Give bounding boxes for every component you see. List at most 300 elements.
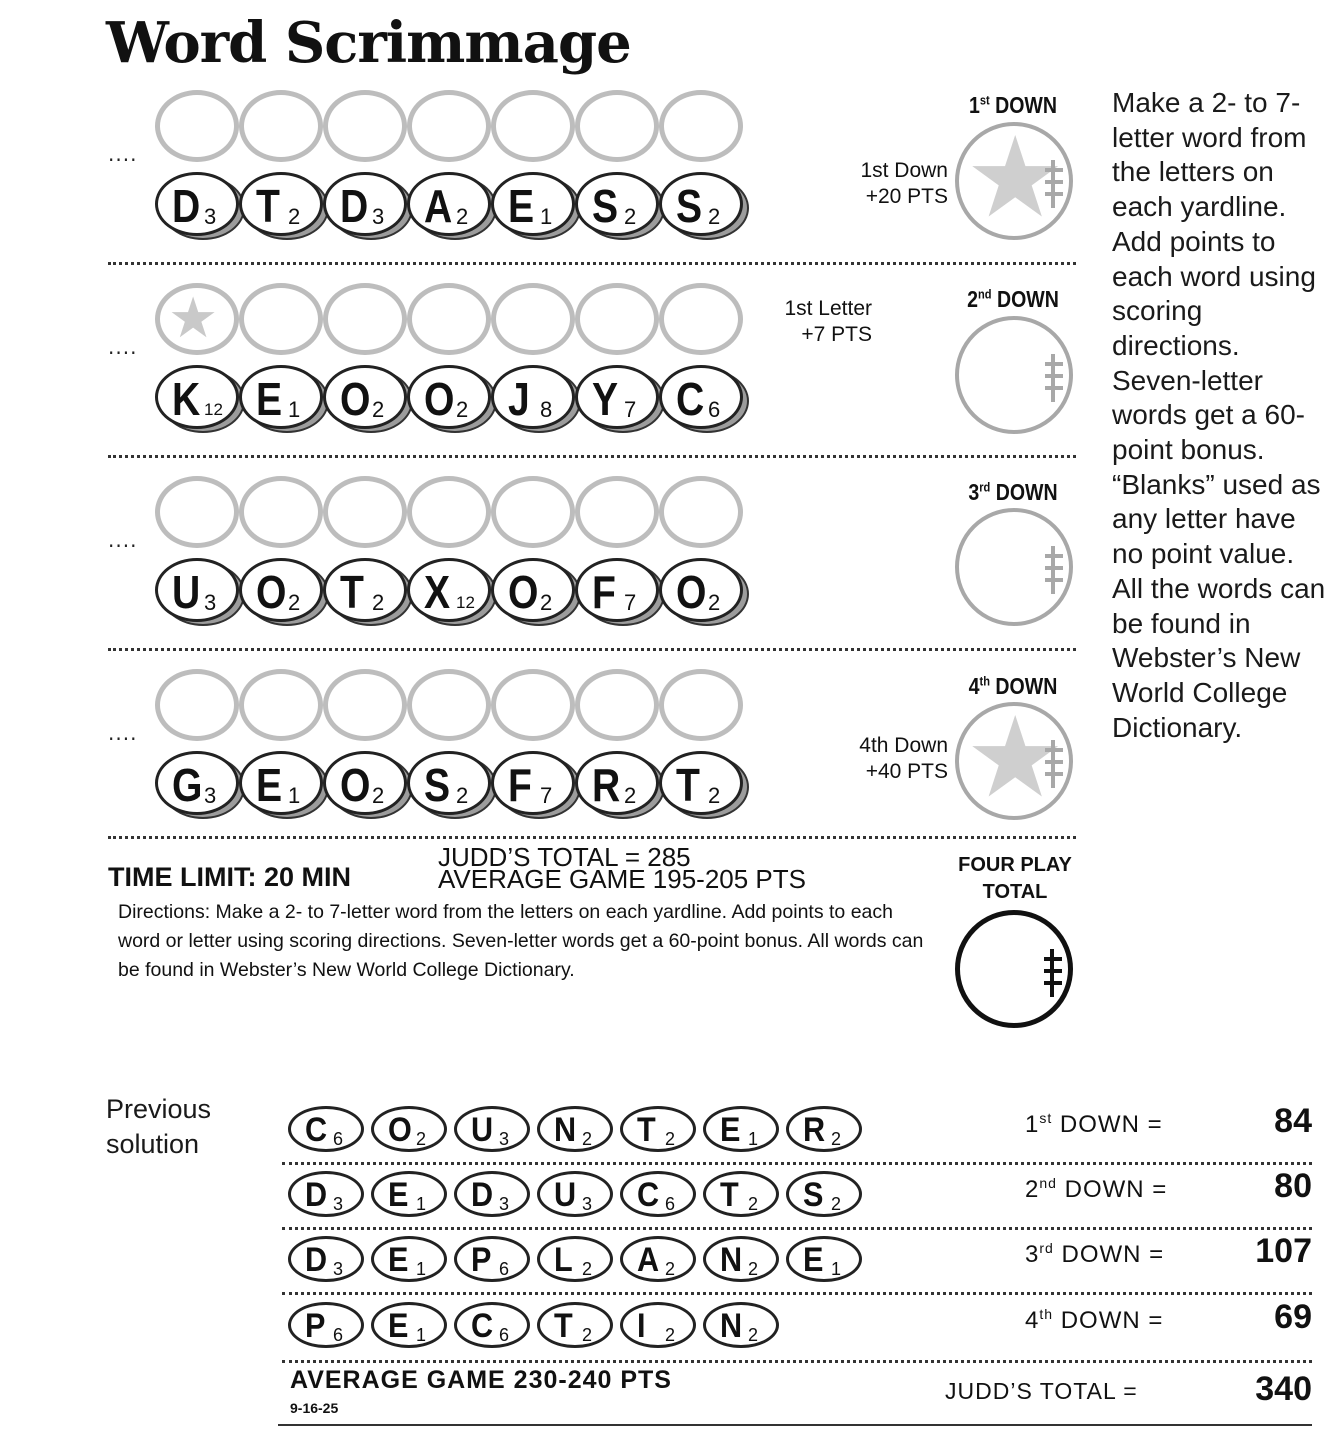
down-ordinal-suffix: nd [978, 286, 992, 302]
down-label [958, 673, 1069, 700]
solution-tile [703, 1106, 779, 1152]
solution-tile-letter: E [720, 1111, 741, 1149]
tile-letter: S [424, 759, 449, 811]
answer-slot[interactable] [407, 283, 491, 355]
down-ordinal-suffix: rd [979, 479, 991, 495]
average-game: AVERAGE GAME 195-205 PTS [438, 864, 806, 894]
letter-tile[interactable] [575, 365, 659, 431]
solution-tile-letter: R [803, 1111, 826, 1149]
tile-face [659, 558, 743, 622]
time-limit: TIME LIMIT: 20 MIN [108, 862, 351, 892]
football-score-icon[interactable] [955, 122, 1073, 240]
football-lace-icon [1051, 354, 1063, 402]
tile-points: 7 [540, 783, 553, 808]
tile-face [239, 558, 323, 622]
solution-tile-letter: S [803, 1176, 824, 1214]
letter-tile[interactable] [155, 172, 239, 238]
tile-face [407, 751, 491, 815]
tile-face [491, 558, 575, 622]
bonus-line1: 4th Down [859, 734, 948, 757]
tile-letter: O [256, 566, 285, 618]
previous-judd-score: 340 [1255, 1370, 1312, 1408]
football-score-icon[interactable] [955, 702, 1073, 820]
tile-letter: E [508, 180, 533, 232]
down-label [958, 479, 1069, 506]
down-word: DOWN [995, 479, 1058, 505]
solution-tile [288, 1106, 364, 1152]
judd-total-and-average [438, 842, 806, 894]
tile-letter: O [340, 373, 369, 425]
letter-tile[interactable] [575, 558, 659, 624]
tile-face [239, 365, 323, 429]
row-lead-dots: .... [108, 721, 138, 745]
solution-down-ordinal: 4 [1025, 1307, 1040, 1334]
tile-letter: O [424, 373, 453, 425]
answer-slot[interactable] [407, 476, 491, 548]
letter-tile[interactable] [323, 751, 407, 817]
tile-face [575, 558, 659, 622]
tile-letter: F [508, 759, 531, 811]
letter-tile[interactable] [239, 172, 323, 238]
tile-letter: O [676, 566, 705, 618]
answer-slot[interactable] [491, 283, 575, 355]
directions-text: Directions: Make a 2- to 7-letter word from the letters on each yardline. Add points to each word or letter using scoring directions. Seven-letter words get a 60-point bonus. All words can be found in Webster’s New World College Dictionary. [118, 901, 924, 981]
solution-down-text: DOWN = [1061, 1241, 1165, 1268]
down-word: DOWN [995, 673, 1058, 699]
solution-tile-letter: C [637, 1176, 660, 1214]
tile-letter: T [340, 566, 363, 618]
solution-tile [454, 1302, 530, 1348]
down-label [958, 92, 1069, 119]
tile-face [659, 365, 743, 429]
solution-tile-letter: N [720, 1241, 743, 1279]
solution-tile [620, 1106, 696, 1152]
letter-tile[interactable] [491, 172, 575, 238]
solution-down-text: DOWN = [1060, 1307, 1164, 1334]
tile-points: 2 [288, 590, 301, 615]
solution-tile-letter: O [388, 1111, 412, 1149]
solution-tile [288, 1171, 364, 1217]
solution-tile [454, 1106, 530, 1152]
solution-tile [371, 1171, 447, 1217]
down-ordinal: 4 [968, 673, 980, 699]
letter-tile[interactable] [659, 751, 743, 817]
previous-label-line1: Previous [106, 1094, 212, 1124]
tile-letter: D [340, 180, 367, 232]
letter-tile[interactable] [575, 172, 659, 238]
tile-points: 6 [708, 397, 721, 422]
answer-slot[interactable] [155, 476, 239, 548]
answer-slot[interactable] [407, 90, 491, 162]
solution-tile-letter: D [305, 1176, 328, 1214]
bonus-line1: 1st Down [860, 159, 948, 182]
answer-slot[interactable] [491, 476, 575, 548]
letter-tile[interactable] [155, 365, 239, 431]
row-lead-dots: .... [108, 335, 138, 359]
answer-slot[interactable] [575, 669, 659, 741]
tile-face [659, 172, 743, 236]
solution-tile-letter: I [637, 1307, 646, 1345]
tile-points: 7 [624, 397, 637, 422]
solution-down-label [1025, 1306, 1163, 1335]
answer-slot[interactable] [155, 90, 239, 162]
tile-points: 3 [204, 783, 217, 808]
down-ordinal: 3 [968, 479, 980, 505]
tile-face [323, 558, 407, 622]
solution-row [280, 1294, 1320, 1358]
solution-tile [620, 1302, 696, 1348]
tile-points: 7 [624, 590, 637, 615]
answer-slot[interactable] [239, 476, 323, 548]
solution-tile-points: 1 [416, 1325, 427, 1345]
down-ordinal: 2 [967, 286, 979, 312]
solution-tile-letter: C [305, 1111, 328, 1149]
solution-tile-points: 2 [582, 1129, 593, 1149]
down-word: DOWN [996, 286, 1059, 312]
bonus-line2: +40 PTS [865, 760, 948, 783]
answer-slot[interactable] [323, 90, 407, 162]
solution-down-ordinal: 1 [1025, 1111, 1040, 1138]
tile-points: 2 [372, 590, 385, 615]
solution-tile-points: 6 [333, 1129, 344, 1149]
letter-tile[interactable] [323, 558, 407, 624]
bonus-note [840, 158, 948, 210]
bonus-note [760, 296, 872, 348]
letter-tile[interactable] [491, 365, 575, 431]
down-ordinal-suffix: st [979, 92, 990, 108]
solution-tile [537, 1171, 613, 1217]
solution-down-label [1025, 1110, 1163, 1139]
tile-points: 2 [456, 204, 469, 229]
solution-tile-letter: P [471, 1241, 492, 1279]
solution-down-ordinal: 2 [1025, 1176, 1040, 1203]
tile-letter: U [172, 566, 199, 618]
solution-down-text: DOWN = [1064, 1176, 1168, 1203]
letter-tile[interactable] [575, 751, 659, 817]
tile-points: 3 [372, 204, 385, 229]
solution-tile-points: 6 [499, 1259, 510, 1279]
letter-tile[interactable] [659, 172, 743, 238]
previous-date: 9-16-25 [290, 1400, 339, 1416]
solution-tile-letter: D [305, 1241, 328, 1279]
bonus-line1: 1st Letter [784, 297, 872, 320]
answer-slot[interactable] [239, 283, 323, 355]
yardline-divider [108, 455, 1076, 458]
letter-tile[interactable] [323, 172, 407, 238]
answer-slot[interactable] [155, 669, 239, 741]
answer-slot[interactable] [575, 283, 659, 355]
solution-tile-points: 2 [748, 1194, 759, 1214]
tile-points: 12 [204, 400, 223, 419]
four-play-line2: TOTAL [982, 881, 1048, 903]
answer-slot[interactable] [659, 476, 743, 548]
row-lead-dots: .... [108, 142, 138, 166]
tile-points: 2 [456, 397, 469, 422]
football-score-icon[interactable] [955, 316, 1073, 434]
tile-face [323, 751, 407, 815]
solution-down-suffix: rd [1039, 1240, 1054, 1256]
tile-letter: R [592, 759, 619, 811]
solution-down-text: DOWN = [1059, 1111, 1163, 1138]
football-lace-icon [1051, 546, 1063, 594]
solution-tile [454, 1236, 530, 1282]
solution-tile-points: 1 [748, 1129, 759, 1149]
tile-letter: O [508, 566, 537, 618]
solution-tile [786, 1106, 862, 1152]
tile-points: 8 [540, 397, 553, 422]
solution-tile-points: 2 [416, 1129, 427, 1149]
solution-tile-letter: D [471, 1176, 494, 1214]
star-bonus-icon: ★ [965, 122, 1066, 240]
solution-tile-letter: U [554, 1176, 577, 1214]
solution-tile-letter: T [554, 1307, 573, 1345]
solution-tile [703, 1302, 779, 1348]
answer-slot[interactable] [323, 283, 407, 355]
solution-tile [703, 1236, 779, 1282]
solution-tile-letter: P [305, 1307, 326, 1345]
tile-letter: F [592, 566, 615, 618]
bonus-note [840, 733, 948, 785]
solution-tile-points: 2 [748, 1259, 759, 1279]
tile-face [155, 172, 239, 236]
answer-slot[interactable] [575, 90, 659, 162]
tile-face [155, 365, 239, 429]
letter-tile[interactable] [155, 751, 239, 817]
football-score-icon[interactable] [955, 508, 1073, 626]
solution-tile-letter: E [388, 1241, 409, 1279]
tile-face [491, 751, 575, 815]
previous-label-line2: solution [106, 1129, 200, 1159]
solution-tile [786, 1171, 862, 1217]
tile-points: 2 [708, 590, 721, 615]
four-play-label [940, 852, 1090, 906]
football-lace-icon [1051, 160, 1063, 208]
solution-tile-letter: T [720, 1176, 739, 1214]
four-play-total-football-icon[interactable] [955, 910, 1073, 1028]
letter-tile[interactable] [239, 751, 323, 817]
solution-tile [537, 1302, 613, 1348]
rules-text: Make a 2- to 7-letter word from the letters on each yardline. Add points to each word using scoring directions. Seven-letter words get a 60-point bonus. “Blanks” used as any letter have no point value. All the words can be found in Webster’s New World College Dictionary. [1112, 87, 1326, 743]
tile-points: 1 [288, 783, 301, 808]
solution-tile-points: 6 [665, 1194, 676, 1214]
answer-slot[interactable] [659, 90, 743, 162]
solution-tile [786, 1236, 862, 1282]
yardline-divider [108, 648, 1076, 651]
tile-letter: O [340, 759, 369, 811]
tile-points: 2 [708, 783, 721, 808]
solution-tile [371, 1106, 447, 1152]
letter-tile[interactable] [491, 751, 575, 817]
tile-letter: E [256, 759, 281, 811]
tile-face [407, 365, 491, 429]
solution-tile [371, 1236, 447, 1282]
tile-points: 2 [624, 204, 637, 229]
solution-tile-points: 1 [416, 1194, 427, 1214]
solution-tile-points: 3 [333, 1194, 344, 1214]
solution-tile-letter: E [803, 1241, 824, 1279]
letter-tile[interactable] [659, 365, 743, 431]
previous-solution-label [106, 1092, 211, 1162]
tile-points: 2 [540, 590, 553, 615]
solution-tile-points: 2 [665, 1129, 676, 1149]
tile-face [239, 751, 323, 815]
star-bonus-icon: ★ [965, 702, 1066, 820]
letter-tile[interactable] [239, 558, 323, 624]
answer-slot[interactable] [323, 476, 407, 548]
answer-slot[interactable] [239, 90, 323, 162]
solution-tile-letter: L [554, 1241, 573, 1279]
letter-tile[interactable] [491, 558, 575, 624]
solution-tile-letter: N [720, 1307, 743, 1345]
tile-face [575, 751, 659, 815]
tile-letter: T [676, 759, 699, 811]
star-bonus-icon: ★ [168, 286, 219, 351]
solution-down-label [1025, 1175, 1167, 1204]
answer-slot[interactable] [659, 669, 743, 741]
judd-total: JUDD’S TOTAL = 285 [438, 842, 691, 872]
tile-points: 2 [288, 204, 301, 229]
answer-slot[interactable] [407, 669, 491, 741]
solution-tile-letter: E [388, 1307, 409, 1345]
letter-tile[interactable] [155, 558, 239, 624]
solution-tile-points: 3 [582, 1194, 593, 1214]
down-ordinal: 1 [968, 92, 980, 118]
answer-slot[interactable] [659, 283, 743, 355]
solution-tile [454, 1171, 530, 1217]
tile-points: 3 [204, 590, 217, 615]
tile-letter: K [172, 373, 199, 425]
row-lead-dots: .... [108, 528, 138, 552]
tile-face [659, 751, 743, 815]
letter-tile[interactable] [407, 172, 491, 238]
tile-letter: G [172, 759, 201, 811]
previous-average-game: AVERAGE GAME 230-240 PTS [290, 1366, 672, 1394]
answer-slot[interactable] [491, 90, 575, 162]
tile-points: 12 [456, 593, 475, 612]
solution-tile-points: 2 [582, 1259, 593, 1279]
tile-face [323, 365, 407, 429]
answer-slot[interactable] [491, 669, 575, 741]
tile-letter: X [424, 566, 449, 618]
solution-tile [371, 1302, 447, 1348]
tile-letter: S [676, 180, 701, 232]
letter-tile[interactable] [659, 558, 743, 624]
solution-down-score: 69 [1274, 1298, 1312, 1336]
solution-tile-points: 2 [665, 1259, 676, 1279]
solution-tile [620, 1236, 696, 1282]
solution-tile-points: 2 [665, 1325, 676, 1345]
solution-tile [703, 1171, 779, 1217]
tile-letter: S [592, 180, 617, 232]
answer-slot[interactable] [323, 669, 407, 741]
down-ordinal-suffix: th [979, 673, 990, 689]
tile-letter: D [172, 180, 199, 232]
solution-tile [537, 1106, 613, 1152]
yardline-divider [108, 836, 1076, 839]
solution-tile-points: 3 [499, 1194, 510, 1214]
solution-tile-letter: E [388, 1176, 409, 1214]
letter-tile[interactable] [407, 751, 491, 817]
letter-tile[interactable] [323, 365, 407, 431]
solution-down-suffix: st [1039, 1110, 1053, 1126]
bottom-rule [278, 1424, 1312, 1426]
solution-tile-points: 2 [831, 1194, 842, 1214]
tile-points: 2 [456, 783, 469, 808]
down-word: DOWN [995, 92, 1058, 118]
tile-face [239, 172, 323, 236]
solution-down-score: 84 [1274, 1102, 1312, 1140]
solution-tile [288, 1236, 364, 1282]
tile-face [407, 172, 491, 236]
puzzle-title: Word Scrimmage [106, 10, 631, 76]
tile-face [491, 365, 575, 429]
solution-tile-points: 1 [831, 1259, 842, 1279]
solution-tile-points: 2 [582, 1325, 593, 1345]
tile-face [323, 172, 407, 236]
tile-points: 1 [288, 397, 301, 422]
solution-tile-points: 3 [499, 1129, 510, 1149]
answer-slot[interactable] [155, 283, 239, 355]
tile-face [155, 751, 239, 815]
tile-face [575, 172, 659, 236]
answer-slot[interactable] [575, 476, 659, 548]
solution-row [280, 1098, 1320, 1162]
tile-points: 2 [372, 783, 385, 808]
football-lace-icon [1050, 949, 1062, 997]
tile-letter: T [256, 180, 279, 232]
tile-letter: Y [592, 373, 617, 425]
tile-letter: A [424, 180, 451, 232]
solution-down-suffix: th [1039, 1306, 1054, 1322]
solution-tile-points: 2 [831, 1129, 842, 1149]
tile-face [491, 172, 575, 236]
solution-tile-points: 2 [748, 1325, 759, 1345]
solution-down-ordinal: 3 [1025, 1241, 1040, 1268]
solution-down-score: 107 [1255, 1232, 1312, 1270]
previous-judd-label: JUDD’S TOTAL = [945, 1378, 1138, 1404]
letter-tile[interactable] [407, 365, 491, 431]
solution-row [280, 1163, 1320, 1227]
solution-tile-points: 1 [416, 1259, 427, 1279]
tile-points: 3 [204, 204, 217, 229]
solution-row [280, 1228, 1320, 1292]
letter-tile[interactable] [239, 365, 323, 431]
down-label [958, 286, 1069, 313]
solution-tile [288, 1302, 364, 1348]
tile-points: 2 [372, 397, 385, 422]
tile-letter: C [676, 373, 703, 425]
tile-face [575, 365, 659, 429]
tile-letter: E [256, 373, 281, 425]
solution-tile [620, 1171, 696, 1217]
solution-tile-letter: N [554, 1111, 577, 1149]
solution-tile-letter: C [471, 1307, 494, 1345]
letter-tile[interactable] [407, 558, 491, 624]
answer-slot[interactable] [239, 669, 323, 741]
solution-tile-letter: A [637, 1241, 660, 1279]
tile-points: 1 [540, 204, 553, 229]
tile-points: 2 [624, 783, 637, 808]
solution-tile-points: 6 [333, 1325, 344, 1345]
yardline-divider [108, 262, 1076, 265]
solution-tile-letter: U [471, 1111, 494, 1149]
solution-tile [537, 1236, 613, 1282]
solution-tile-points: 3 [333, 1259, 344, 1279]
solution-tile-points: 6 [499, 1325, 510, 1345]
tile-face [155, 558, 239, 622]
solution-down-suffix: nd [1039, 1175, 1057, 1191]
football-lace-icon [1051, 740, 1063, 788]
